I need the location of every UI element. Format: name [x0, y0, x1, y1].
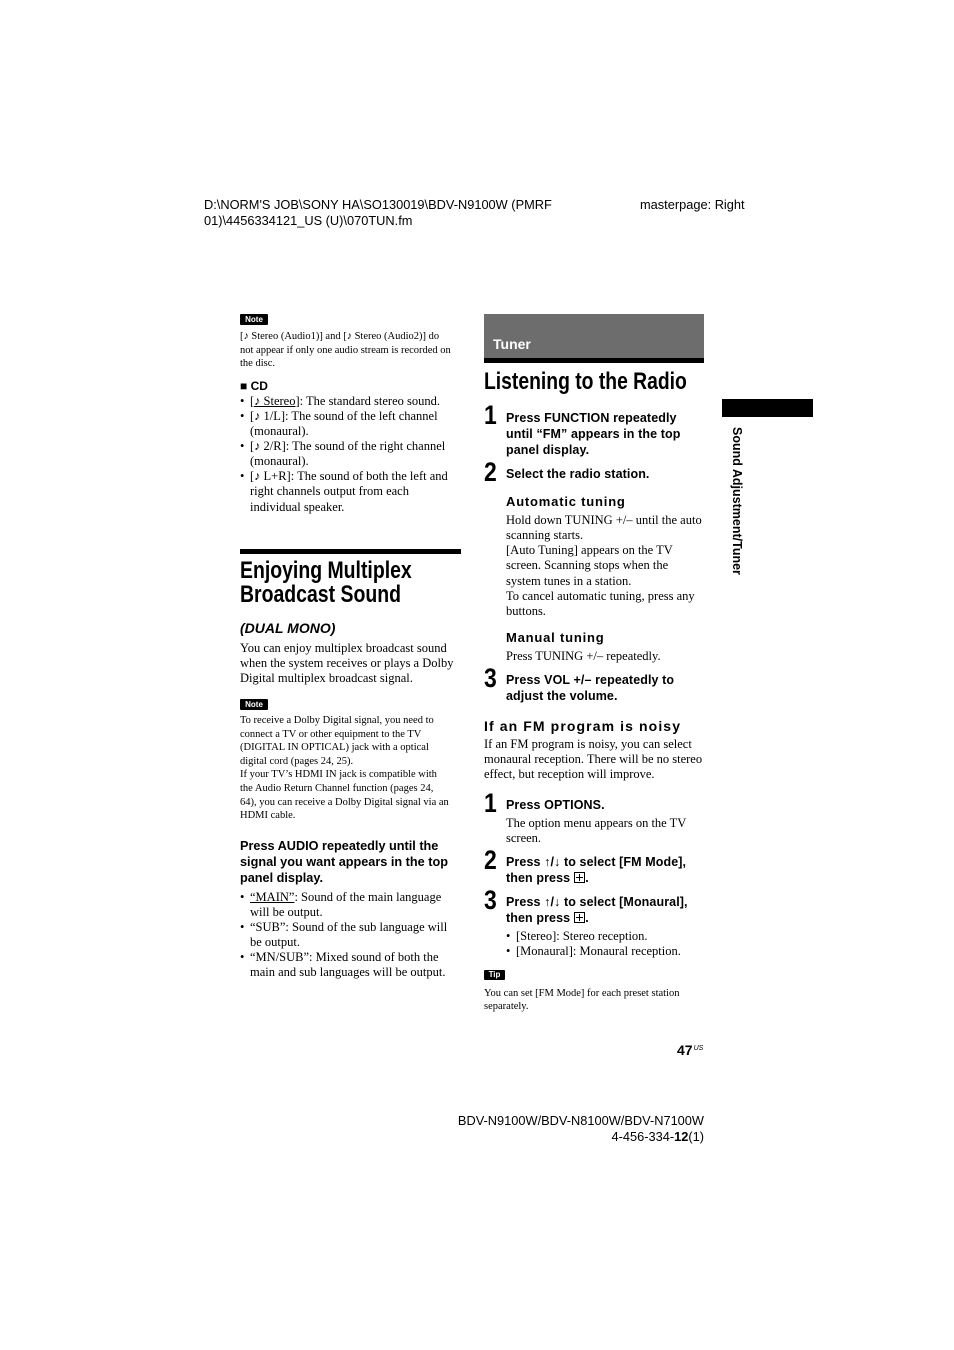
side-tab-marker: [722, 399, 813, 417]
tip-badge: Tip: [484, 970, 505, 980]
manual-tuning-text: Press TUNING +/– repeatedly.: [506, 648, 661, 663]
list-item: • [♪ 1/L]: The sound of the left channel (monaural).: [240, 409, 448, 439]
side-tab-label: Sound Adjustment/Tuner: [730, 427, 744, 575]
note-badge: Note: [240, 699, 268, 710]
step-number: 2: [484, 457, 497, 487]
note-badge: Note: [240, 314, 268, 325]
page-number: $47^{US}$: [677, 1042, 704, 1058]
subheading-automatic-tuning: Automatic tuning: [506, 494, 626, 509]
footer-model-numbers: BDV-N9100W/BDV-N8100W/BDV-N7100W: [457, 1113, 704, 1128]
list-item: • [♪ 2/R]: The sound of the right channel (monaural).: [240, 439, 448, 469]
step-text: Press ↑/↓ to select [Monaural], then press .: [506, 895, 688, 925]
note-text: [♪ Stereo (Audio1)] and [♪ Stereo (Audio2)] do not appear if only one audio stream is recorded on the disc.: [240, 331, 451, 369]
note-text: To receive a Dolby Digital signal, you need to connect a TV or other equipment to the TV (DIGITAL IN OPTICAL) jack with a optical digital cord (pages 24, 25). If your TV’s HDMI IN jack is compatible with the Audio Return Channel function (pages 24, 64), you can receive a Dolby Digital signal via an HDMI cable.: [240, 715, 449, 822]
enter-button-icon: [574, 912, 585, 923]
step-number: 3: [484, 885, 497, 915]
cd-heading: ■ CD: [240, 379, 268, 393]
step-text: Press VOL +/– repeatedly to adjust the volume.: [506, 673, 675, 703]
footer-document-code: 4-456-334-12(1): [611, 1129, 704, 1144]
step-number: 1: [484, 788, 497, 818]
step-text: Press OPTIONS.: [506, 798, 605, 812]
list-item: • [Stereo]: Stereo reception.: [506, 929, 681, 944]
chapter-tab-label: Tuner: [493, 336, 531, 352]
list-item: • “MAIN”: Sound of the main language will be output.: [240, 890, 447, 920]
step-number: 3: [484, 663, 497, 693]
cd-options-list: [240, 394, 448, 515]
step-text: Press ↑/↓ to select [FM Mode], then press .: [506, 855, 687, 885]
step-number: 2: [484, 845, 497, 875]
fm-mode-options-list: [506, 929, 681, 959]
enter-button-icon: [574, 872, 585, 883]
default-option: “MAIN”: [250, 889, 295, 904]
step-detail: The option menu appears on the TV screen.: [506, 815, 687, 845]
subheading-fm-noisy: If an FM program is noisy: [484, 718, 682, 734]
automatic-tuning-text: Hold down TUNING +/– until the auto scanning starts. [Auto Tuning] appears on the TV screen. Scanning stops when the system tunes in a station. To cancel automatic tuning, press any buttons.: [506, 512, 702, 619]
fm-noisy-paragraph: If an FM program is noisy, you can select monaural reception. There will be no stereo effect, but reception will improve.: [484, 736, 703, 781]
list-item: • [♪ Stereo]: The standard stereo sound.: [240, 394, 448, 409]
masterpage-label: masterpage: Right: [640, 197, 745, 212]
default-option: [♪ Stereo]: [250, 393, 300, 408]
file-path-line2: 01)\4456334121_US (U)\070TUN.fm: [204, 213, 413, 228]
step-text: Select the radio station.: [506, 467, 650, 481]
step-text: Press FUNCTION repeatedly until “FM” appears in the top panel display.: [506, 411, 681, 457]
section-subtitle: (DUAL MONO): [240, 620, 336, 636]
section-paragraph: You can enjoy multiplex broadcast sound when the system receives or plays a Dolby Digital multiplex broadcast signal.: [240, 640, 454, 686]
list-item: • [♪ L+R]: The sound of both the left and right channels output from each individual speaker.: [240, 469, 448, 514]
instruction-step: Press AUDIO repeatedly until the signal you want appears in the top panel display.: [240, 839, 448, 885]
section-title: Enjoying Multiplex Broadcast Sound: [240, 557, 412, 608]
list-item: • “SUB”: Sound of the sub language will be output.: [240, 920, 447, 950]
tip-text: You can set [FM Mode] for each preset station separately.: [484, 987, 680, 1013]
subheading-manual-tuning: Manual tuning: [506, 630, 605, 645]
list-item: • “MN/SUB”: Mixed sound of both the main and sub languages will be output.: [240, 950, 447, 980]
section-rule: [240, 549, 461, 554]
audio-options-list: [240, 890, 447, 980]
list-item: • [Monaural]: Monaural reception.: [506, 944, 681, 959]
step-number: 1: [484, 400, 497, 430]
file-path-line1: D:\NORM'S JOB\SONY HA\SO130019\BDV-N9100W (PMRF: [204, 197, 552, 212]
chapter-tab: [484, 314, 704, 363]
section-title: Listening to the Radio: [484, 368, 687, 395]
